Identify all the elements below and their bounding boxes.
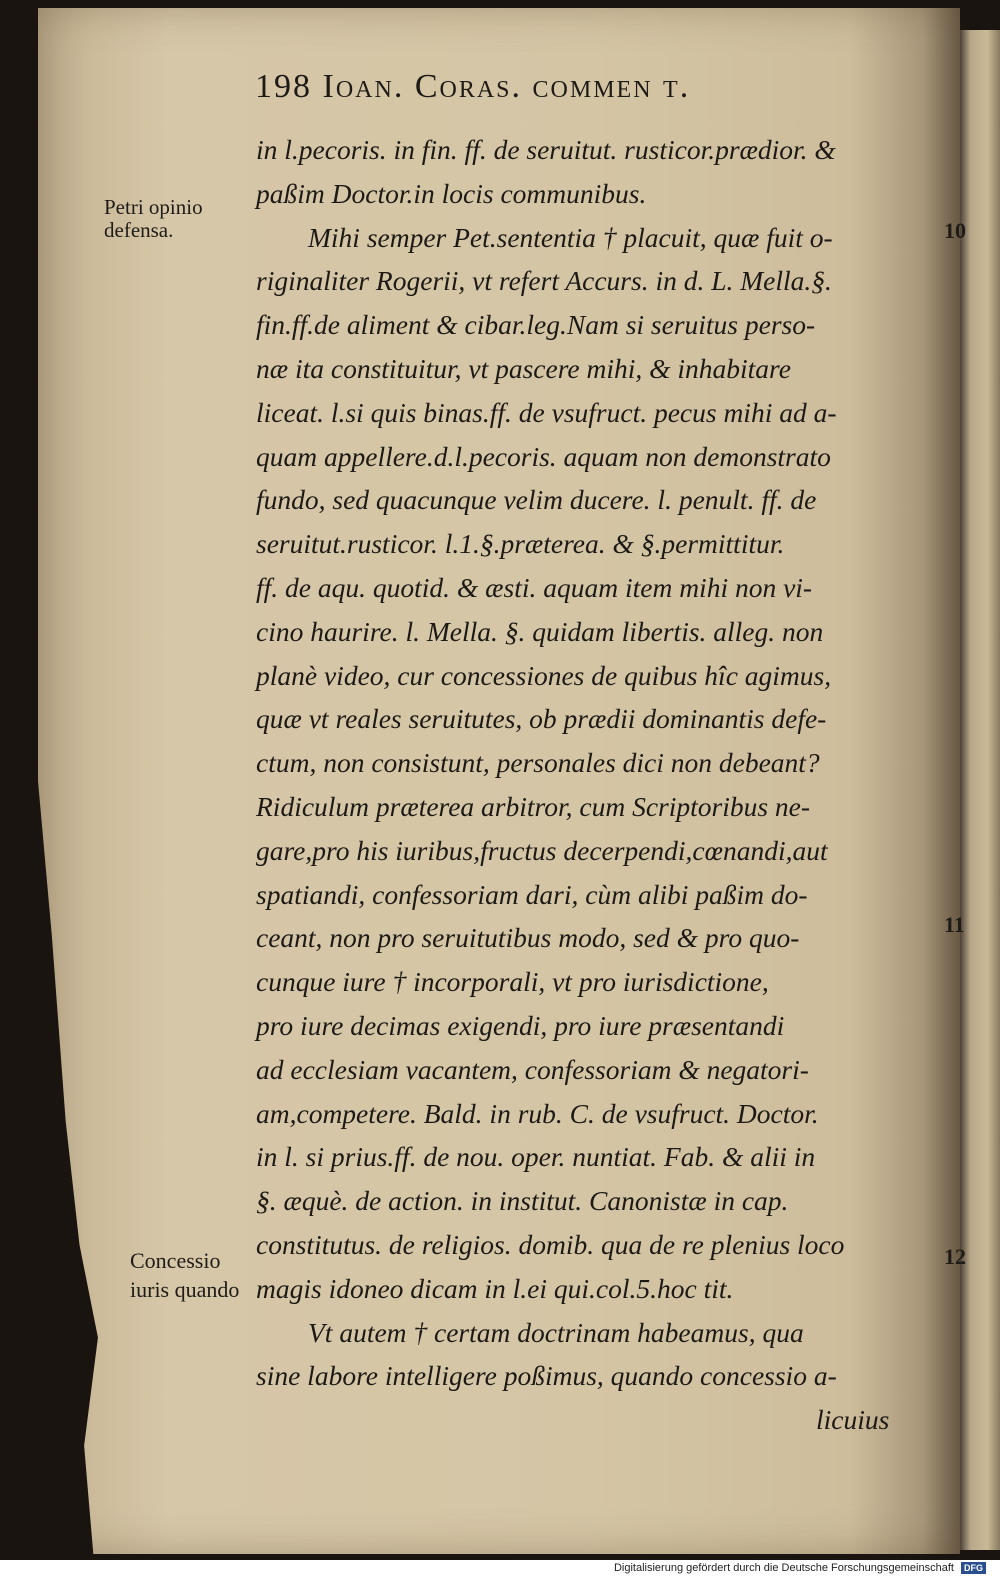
text-line: gare,pro his iuribus,fructus decerpendi,cœnandi,aut bbox=[256, 834, 828, 866]
text-line: spatiandi, confessoriam dari, cùm alibi paßim do- bbox=[256, 878, 808, 910]
text-line: riginaliter Rogerii, vt refert Accurs. in d. L. Mella.§. bbox=[256, 265, 832, 297]
text-line: in l.pecoris. in fin. ff. de seruitut. rusticor.prædior. & bbox=[256, 134, 836, 165]
marginal-note bbox=[104, 196, 203, 242]
footer-credit bbox=[614, 1560, 986, 1577]
marginal-note-line: defensa. bbox=[104, 218, 174, 242]
marginal-note-line: Concessio bbox=[130, 1248, 221, 1273]
text-line: paßim Doctor.in locis communibus. bbox=[256, 177, 647, 209]
text-line: fin.ff.de aliment & cibar.leg.Nam si seruitus perso- bbox=[256, 309, 816, 341]
text-line: quæ vt reales seruitutes, ob prædii dominantis defe- bbox=[256, 703, 827, 735]
marginal-note-line: Petri opinio bbox=[104, 195, 203, 219]
text-line: quam appellere.d.l.pecoris. aquam non demonstrato bbox=[256, 440, 831, 472]
text-line: ceant, non pro seruitutibus modo, sed & pro quo- bbox=[256, 922, 800, 954]
text-line: constitutus. de religios. domib. qua de re plenius loco bbox=[256, 1228, 845, 1260]
body-text bbox=[256, 128, 936, 1442]
text-line: in l. si prius.ff. de nou. oper. nuntiat. Fab. & alii in bbox=[256, 1141, 816, 1173]
text-line: cunque iure † incorporali, vt pro iurisdictione, bbox=[256, 966, 769, 998]
text-line: sine labore intelligere poßimus, quando concessio a- bbox=[256, 1360, 837, 1392]
text-line: am,competere. Bald. in rub. C. de vsufruct. Doctor. bbox=[256, 1097, 819, 1129]
footer-bar bbox=[0, 1560, 1000, 1577]
text-line: fundo, sed quacunque velim ducere. l. penult. ff. de bbox=[256, 484, 817, 516]
section-number: 11 bbox=[944, 912, 965, 937]
text-line: Vt autem † certam doctrinam habeamus, qua bbox=[308, 1316, 804, 1348]
text-line: næ ita constituitur, vt pascere mihi, & inhabitare bbox=[256, 352, 791, 384]
marginal-note bbox=[130, 1246, 239, 1304]
section-number: 12 bbox=[944, 1244, 966, 1269]
text-line: Ridiculum præterea arbitror, cum Scriptoribus ne- bbox=[256, 790, 811, 822]
text-line: liceat. l.si quis binas.ff. de vsufruct. pecus mihi ad a- bbox=[256, 396, 837, 428]
text-line: ctum, non consistunt, personales dici non debeant? bbox=[256, 747, 820, 779]
text-line: §. æquè. de action. in institut. Canonistæ in cap. bbox=[256, 1185, 789, 1217]
facing-page-edge bbox=[958, 30, 1000, 1550]
text-line: cino haurire. l. Mella. §. quidam libertis. alleg. non bbox=[256, 615, 824, 647]
text-line: ad ecclesiam vacantem, confessoriam & negatori- bbox=[256, 1053, 809, 1085]
footer-credit-text: Digitalisierung gefördert durch die Deutsche Forschungsgemeinschaft bbox=[613, 1562, 954, 1574]
marginal-note-line: iuris quando bbox=[130, 1277, 240, 1302]
catchword: licuius bbox=[816, 1404, 890, 1436]
running-head: 198 Ioan. Coras. commen t. bbox=[255, 68, 691, 105]
dfg-logo: DFG bbox=[961, 1562, 986, 1574]
text-line: planè video, cur concessiones de quibus hîc agimus, bbox=[256, 659, 832, 691]
text-line: ff. de aqu. quotid. & æsti. aquam item mihi non vi- bbox=[256, 571, 813, 603]
text-line: seruitut.rusticor. l.1.§.præterea. & §.permittitur. bbox=[256, 528, 785, 560]
text-line: magis idoneo dicam in l.ei qui.col.5.hoc tit. bbox=[256, 1272, 734, 1304]
text-line: Mihi semper Pet.sententia † placuit, quæ fuit o- bbox=[308, 221, 833, 253]
section-number: 10 bbox=[944, 218, 966, 243]
text-line: pro iure decimas exigendi, pro iure præsentandi bbox=[256, 1009, 785, 1041]
